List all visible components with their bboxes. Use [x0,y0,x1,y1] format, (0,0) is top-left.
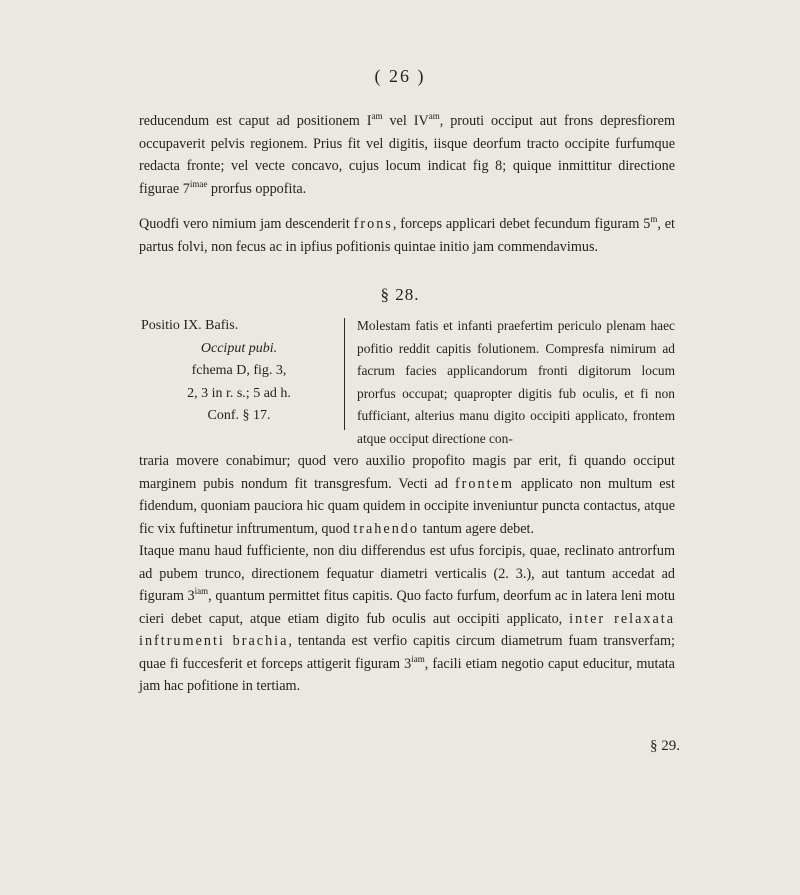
side-paragraph: Molestam fatis et infanti praefertim periculo plenam haec pofitio reddit capitis folutionem. Compresfa nimirum ad facrum facies applicandorum fronti digitorum locum prorfus occupat; quapropter digitis fub oculis, et fi non fufficiant, alterius manu digito occipiti applicato, frontem atque occiput directione con- [357,318,675,446]
margin-note-line: fchema D, fig. 3, [191,363,287,378]
superscript: iam [194,586,209,596]
margin-note-italic: Occiput pubi. [200,340,278,356]
text-span: prorfus oppofita. [207,180,307,197]
text-span: Quodfi vero nimium jam descenderit [139,216,354,232]
margin-divider [344,318,345,430]
section-heading: § 28. [380,285,420,304]
text-span: , et partus folvi, non fecus ac in ipfius pofitionis quintae initio jam commendavimus. [139,216,675,255]
margin-note-line [139,338,339,361]
superscript: am [428,111,440,121]
superscript: m [650,214,658,224]
continuation-paragraph [139,450,675,540]
text-span: applicato non multum est fidendum, quoniam pauciora hic quam quidem in occipite inveniuntur puncta contactus, atque fic vix fuftinetur inftrumentum, quod [139,475,675,537]
margin-note-line: 2, 3 in r. s.; 5 ad h. [187,385,291,401]
paragraph-2 [139,213,675,258]
page-number-header: ( 26 ) [374,66,426,86]
text-span: , prouti occiput aut frons depresfiorem occupaverit pelvis regionem. Prius fit vel digitis, iisque deorfum tracto occipite furfumque redacta fronte; vel vecte concavo, cujus locum indicat fig 8; quique inmittitur directione figurae 7 [139,113,675,197]
text-span: , tentanda est verfio capitis circum diametrum fuam transverfam; quae fi fuccesferit et forceps attigerit figuram 3 [139,633,675,672]
superscript: am [371,111,383,121]
paragraph-3 [139,540,675,698]
text-span: tantum agere debet. [418,520,535,537]
spaced-word: frontem [454,475,514,492]
spaced-phrase: inter relaxata inftrumenti brachia [139,610,675,649]
margin-note-line: Positio IX. Bafis. [141,318,239,333]
text-span: , quantum permittet fitus capitis. Quo facto furfum, deorfum ac in latera leni motu cieri debet caput, atque etiam digito fub oculis aut occipiti applicato, [139,588,676,627]
margin-note [139,315,339,428]
text-span: Itaque manu haud fufficiente, non diu differendus est ufus forcipis, quae, reclinato antrorfum ad pubem trunco, directionem fequatur diametri verticalis (2. 3.), aut tantum accedat ad figuram 3 [139,543,675,604]
text-span: traria movere conabimur; quod vero auxilio propofito magis par erit, fi quando occiput marginem pubis nondum fit transgresfum. Vecti ad [139,453,675,492]
text-span: , facili etiam negotio caput educitur, mutata jam hac pofitione in tertiam. [139,655,675,694]
spaced-word: trahendo [353,520,419,537]
catchword: § 29. [650,738,680,754]
paragraph-1 [139,110,675,200]
text-span: reducendum est caput ad positionem I [139,113,372,129]
spaced-word: frons [353,216,393,232]
text-span: , forceps applicari debet fecundum figuram 5 [392,216,651,232]
superscript: imae [189,178,208,189]
superscript: iam [411,653,425,664]
margin-note-line: Conf. § 17. [207,408,271,423]
text-span: vel IV [382,113,429,129]
